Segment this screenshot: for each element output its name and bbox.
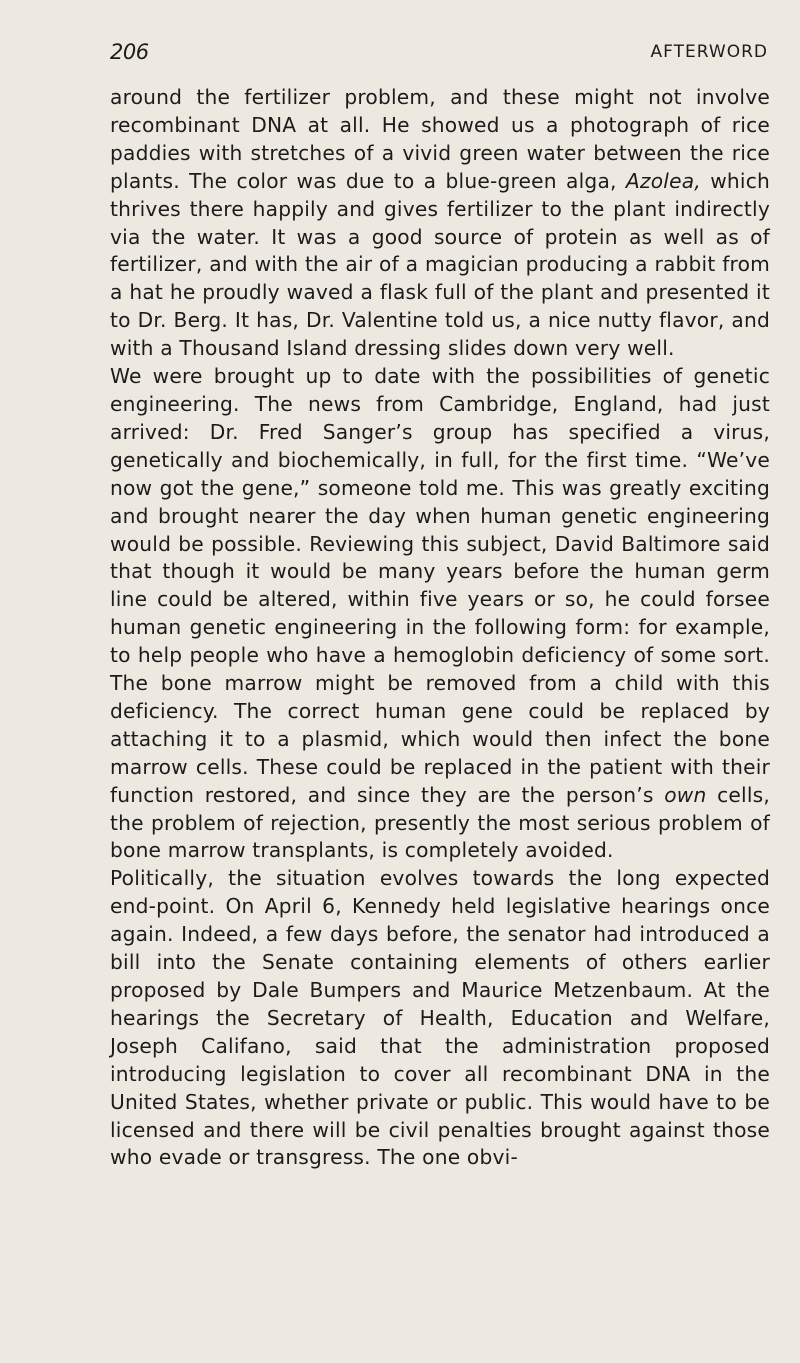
italic-word-own: own (664, 782, 707, 807)
paragraph-text: Politically, the situation evolves towards the long expected end-point. On April 6, Kennedy held legislative hearings once again. Indeed, a few days before, the senator had introduced a bill into the Senate containing elements of others earlier proposed by Dale Bumpers and Maurice Metzenbaum. At the hearings the Secretary of Health, Education and Welfare, Joseph Califano, said that the administration proposed introducing legislation to cover all recombinant DNA in the United States, whether private or public. This would have to be licensed and there will be civil penalties brought against those who evade or transgress. The one obvi- (110, 866, 770, 1170)
paragraph-text: which thrives there happily and gives fertilizer to the plant indirectly via the water. It was a good source of protein as well as of fertilizer, and with the air of a magician producing a rabbit from a hat he proudly waved a flask full of the plant and presented it to Dr. Berg. It has, Dr. Valentine told us, a nice nutty flavor, and with a Thousand Island dressing slides down very well. (110, 168, 770, 361)
paragraph-genetic-engineering (110, 363, 770, 865)
paragraph-text: cells, the problem of rejection, presently the most serious problem of bone marrow transplants, is completely avoided. (110, 782, 770, 863)
paragraph-politics (110, 865, 770, 1172)
page-number: 206 (110, 40, 149, 64)
body-text (110, 84, 770, 1172)
paragraph-azolla (110, 84, 770, 363)
page-header (110, 40, 768, 70)
italic-term-azolea: Azolea, (625, 168, 701, 193)
running-head: AFTERWORD (650, 42, 768, 62)
paragraph-text: around the fertilizer problem, and these might not involve recombinant DNA at all. He showed us a photograph of rice paddies with stretches of a vivid green water between the rice plants. The color was due to a blue-green alga, (110, 85, 770, 193)
paragraph-text: We were brought up to date with the possibilities of genetic engineering. The news from Cambridge, England, had just arrived: Dr. Fred Sanger’s group has specified a virus, genetically and biochemically, in full, for the first time. “We’ve now got the gene,” someone told me. This was greatly exciting and brought nearer the day when human genetic engineering would be possible. Reviewing this subject, David Baltimore said that though it would be many years before the human germ line could be altered, within five years or so, he could forsee human genetic engineering in the following form: for example, to help people who have a hemoglobin deficiency of some sort. The bone marrow might be removed from a child with this deficiency. The correct human gene could be replaced by attaching it to a plasmid, which would then infect the bone marrow cells. These could be replaced in the patient with their function restored, and since they are the person’s (110, 364, 770, 807)
